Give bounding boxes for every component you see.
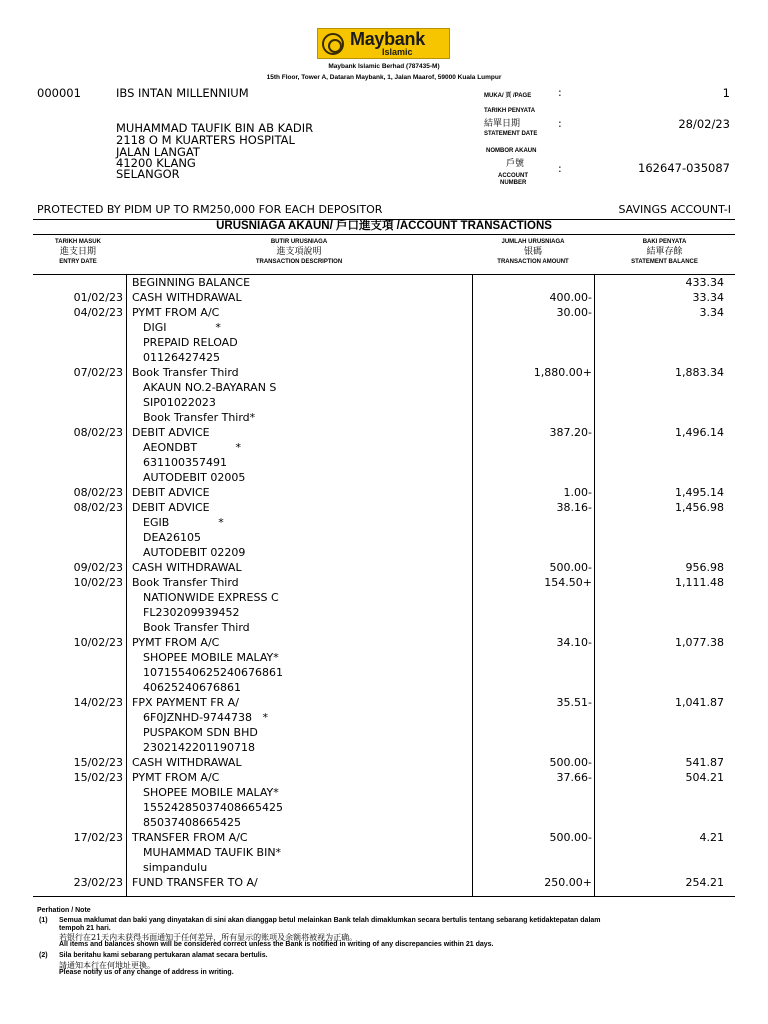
transaction-description: PYMT FROM A/C (132, 306, 220, 319)
maybank-emblem-icon (322, 33, 344, 55)
address-line: JALAN LANGAT (116, 145, 200, 159)
statement-balance: 33.34 (692, 291, 724, 304)
col-header-description: BUTIR URUSNIAGA 進支項說明 TRANSACTION DESCRIPTION (255, 239, 343, 265)
table-row (33, 530, 735, 545)
note-text: Please notify us of any change of address in writing. (59, 969, 234, 976)
logo-brand: Maybank (350, 29, 425, 49)
transaction-description: FUND TRANSFER TO A/ (132, 876, 258, 889)
transaction-description: PREPAID RELOAD (143, 336, 238, 349)
table-row (33, 560, 735, 575)
table-row (33, 875, 735, 890)
transaction-description: SIP01022023 (143, 396, 216, 409)
entry-date: 17/02/23 (73, 831, 123, 844)
table-row (33, 440, 735, 455)
transaction-amount: 30.00- (556, 306, 592, 319)
transaction-amount: 387.20- (549, 426, 592, 439)
transaction-amount: 34.10- (556, 636, 592, 649)
branch-code: 000001 (37, 86, 81, 100)
table-row (33, 575, 735, 590)
transaction-description: CASH WITHDRAWAL (132, 756, 242, 769)
transaction-description: FPX PAYMENT FR A/ (132, 696, 239, 709)
statement-balance: 3.34 (699, 306, 724, 319)
table-row (33, 665, 735, 680)
table-row (33, 860, 735, 875)
statement-balance: 541.87 (685, 756, 724, 769)
table-row (33, 380, 735, 395)
note-text: Sila beritahu kami sebarang pertukaran alamat secara bertulis. (59, 952, 268, 959)
customer-name: MUHAMMAD TAUFIK BIN AB KADIR (116, 121, 314, 135)
transaction-description: DEBIT ADVICE (132, 426, 210, 439)
table-row (33, 620, 735, 635)
entry-date: 08/02/23 (73, 426, 123, 439)
transaction-description: DEA26105 (143, 531, 201, 544)
table-row (33, 425, 735, 440)
transaction-description: Book Transfer Third (132, 576, 239, 589)
table-row (33, 785, 735, 800)
transaction-description: 85037408665425 (143, 816, 241, 829)
table-row (33, 485, 735, 500)
transaction-description: 631100357491 (143, 456, 227, 469)
table-row (33, 365, 735, 380)
transaction-description: AUTODEBIT 02209 (143, 546, 246, 559)
note-text: Semua maklumat dan baki yang dinyatakan di sini akan dianggap betul melainkan Bank telah dimaklumkan secara bertulis tentang sebarang ketidaktepatan dalam (59, 917, 601, 924)
entry-date: 10/02/23 (73, 636, 123, 649)
statement-balance: 956.98 (685, 561, 724, 574)
statement-balance: 254.21 (685, 876, 724, 889)
statement-balance: 4.21 (699, 831, 724, 844)
pidm-notice: PROTECTED BY PIDM UP TO RM250,000 FOR EACH DEPOSITOR (37, 203, 383, 216)
entry-date: 23/02/23 (73, 876, 123, 889)
transaction-description: EGIB * (143, 516, 224, 529)
account-label-cn: 戶號 (506, 159, 525, 169)
table-row (33, 650, 735, 665)
table-row (33, 845, 735, 860)
table-row (33, 500, 735, 515)
note-text-cn: 若银行在21天内未获得书面通知于任何差异，所有显示的账项及余额将被视为正确。 (59, 933, 358, 942)
transaction-description: 10715540625240676861 (143, 666, 283, 679)
statement-balance: 504.21 (685, 771, 724, 784)
transaction-amount: 1.00- (563, 486, 592, 499)
note-text: tempoh 21 hari. (59, 925, 111, 932)
table-row (33, 830, 735, 845)
table-row (33, 725, 735, 740)
table-bottom-rule (33, 896, 735, 897)
transaction-description: 40625240676861 (143, 681, 241, 694)
section-title: URUSNIAGA AKAUN/ 戶口進支項 /ACCOUNT TRANSACTIONS (33, 219, 735, 235)
note-text-cn: 請通知本行在何地址更換。 (59, 961, 155, 970)
transaction-amount: 1,880.00+ (533, 366, 592, 379)
table-row (33, 335, 735, 350)
transaction-amount: 400.00- (549, 291, 592, 304)
table-row (33, 710, 735, 725)
entry-date: 01/02/23 (73, 291, 123, 304)
transaction-description: PYMT FROM A/C (132, 636, 220, 649)
logo-sub: Islamic (382, 47, 413, 57)
bank-address: 15th Floor, Tower A, Dataran Maybank, 1, Jalan Maarof, 59000 Kuala Lumpur (266, 74, 502, 81)
transaction-description: DEBIT ADVICE (132, 501, 210, 514)
transaction-description: DEBIT ADVICE (132, 486, 210, 499)
table-row (33, 635, 735, 650)
statement-balance: 1,456.98 (675, 501, 724, 514)
transaction-description: NATIONWIDE EXPRESS C (143, 591, 279, 604)
account-number: 162647-035087 (638, 161, 730, 175)
transaction-description: simpandulu (143, 861, 208, 874)
table-row (33, 770, 735, 785)
statement-date-label-en: STATEMENT DATE (484, 131, 538, 137)
transaction-amount: 154.50+ (544, 576, 592, 589)
statement-balance: 1,496.14 (675, 426, 724, 439)
account-label-en: NUMBER (500, 180, 527, 186)
table-row (33, 815, 735, 830)
statement-balance: 1,495.14 (675, 486, 724, 499)
account-colon: : (558, 162, 562, 175)
table-row (33, 755, 735, 770)
table-row (33, 800, 735, 815)
note-text: All items and balances shown will be considered correct unless the Bank is notified in writing of any discrepancies within 21 days. (59, 941, 494, 948)
address-line: SELANGOR (116, 167, 180, 181)
bank-name: Maybank Islamic Berhad (787435-M) (328, 63, 440, 70)
statement-date-label-ms: TARIKH PENYATA (484, 108, 536, 114)
page-label: MUKA/ 頁 /PAGE (484, 93, 532, 99)
maybank-logo (317, 28, 450, 59)
table-row (33, 605, 735, 620)
table-row (33, 695, 735, 710)
transaction-description: MUHAMMAD TAUFIK BIN* (143, 846, 282, 859)
entry-date: 15/02/23 (73, 756, 123, 769)
transaction-description: SHOPEE MOBILE MALAY* (143, 786, 279, 799)
table-row (33, 545, 735, 560)
transaction-description: 15524285037408665425 (143, 801, 283, 814)
entry-date: 14/02/23 (73, 696, 123, 709)
transaction-description: FL230209939452 (143, 606, 240, 619)
table-row (33, 455, 735, 470)
transaction-description: 2302142201190718 (143, 741, 255, 754)
transaction-amount: 500.00- (549, 756, 592, 769)
entry-date: 07/02/23 (73, 366, 123, 379)
statement-balance: 1,077.38 (675, 636, 724, 649)
transaction-description: Book Transfer Third (132, 366, 239, 379)
account-type: SAVINGS ACCOUNT-I (618, 203, 731, 216)
statement-balance: 1,111.48 (675, 576, 724, 589)
entry-date: 10/02/23 (73, 576, 123, 589)
entry-date: 08/02/23 (73, 486, 123, 499)
entry-date: 15/02/23 (73, 771, 123, 784)
transaction-description: Book Transfer Third (143, 621, 250, 634)
transaction-description: CASH WITHDRAWAL (132, 291, 242, 304)
table-row (33, 320, 735, 335)
col-header-amount: JUMLAH URUSNIAGA 银碼 TRANSACTION AMOUNT (497, 239, 569, 265)
statement-balance: 1,883.34 (675, 366, 724, 379)
table-row (33, 275, 735, 290)
transaction-description: SHOPEE MOBILE MALAY* (143, 651, 279, 664)
table-row (33, 350, 735, 365)
date-colon: : (558, 117, 562, 130)
transaction-amount: 35.51- (556, 696, 592, 709)
entry-date: 09/02/23 (73, 561, 123, 574)
transaction-description: BEGINNING BALANCE (132, 276, 251, 289)
address-line: 41200 KLANG (116, 156, 196, 170)
branch-name: IBS INTAN MILLENNIUM (116, 86, 249, 100)
page-colon: : (558, 86, 562, 99)
table-row (33, 590, 735, 605)
table-row (33, 410, 735, 425)
col-header-entry-date: TARIKH MASUK 進支日期 ENTRY DATE (55, 239, 101, 265)
transaction-amount: 500.00- (549, 831, 592, 844)
transaction-description: TRANSFER FROM A/C (132, 831, 248, 844)
page-value: 1 (722, 86, 730, 100)
transaction-description: PYMT FROM A/C (132, 771, 220, 784)
transaction-amount: 250.00+ (544, 876, 592, 889)
note-number: (2) (39, 952, 48, 959)
note-number: (1) (39, 917, 48, 924)
transaction-amount: 37.66- (556, 771, 592, 784)
notes-heading: Perhation / Note (37, 907, 91, 914)
table-row (33, 740, 735, 755)
table-row (33, 395, 735, 410)
transaction-description: DIGI * (143, 321, 221, 334)
table-row (33, 680, 735, 695)
transaction-description: Book Transfer Third* (143, 411, 256, 424)
table-row (33, 305, 735, 320)
statement-date-label-cn: 結單日期 (484, 119, 521, 129)
statement-balance: 1,041.87 (675, 696, 724, 709)
transaction-amount: 500.00- (549, 561, 592, 574)
transaction-amount: 38.16- (556, 501, 592, 514)
entry-date: 08/02/23 (73, 501, 123, 514)
transaction-description: CASH WITHDRAWAL (132, 561, 242, 574)
transaction-description: AEONDBT * (143, 441, 242, 454)
transaction-description: PUSPAKOM SDN BHD (143, 726, 258, 739)
table-row (33, 515, 735, 530)
transaction-description: AUTODEBIT 02005 (143, 471, 246, 484)
table-row (33, 470, 735, 485)
account-label-en: ACCOUNT (498, 173, 528, 179)
statement-balance: 433.34 (685, 276, 724, 289)
table-row (33, 290, 735, 305)
col-header-balance: BAKI PENYATA 結單存餘 STATEMENT BALANCE (631, 239, 698, 265)
account-label-ms: NOMBOR AKAUN (486, 148, 537, 154)
transaction-description: 6F0JZNHD-9744738 * (143, 711, 269, 724)
statement-date: 28/02/23 (678, 117, 730, 131)
transaction-description: AKAUN NO.2-BAYARAN S (143, 381, 277, 394)
entry-date: 04/02/23 (73, 306, 123, 319)
transaction-description: 01126427425 (143, 351, 220, 364)
address-line: 2118 O M KUARTERS HOSPITAL (116, 133, 295, 147)
